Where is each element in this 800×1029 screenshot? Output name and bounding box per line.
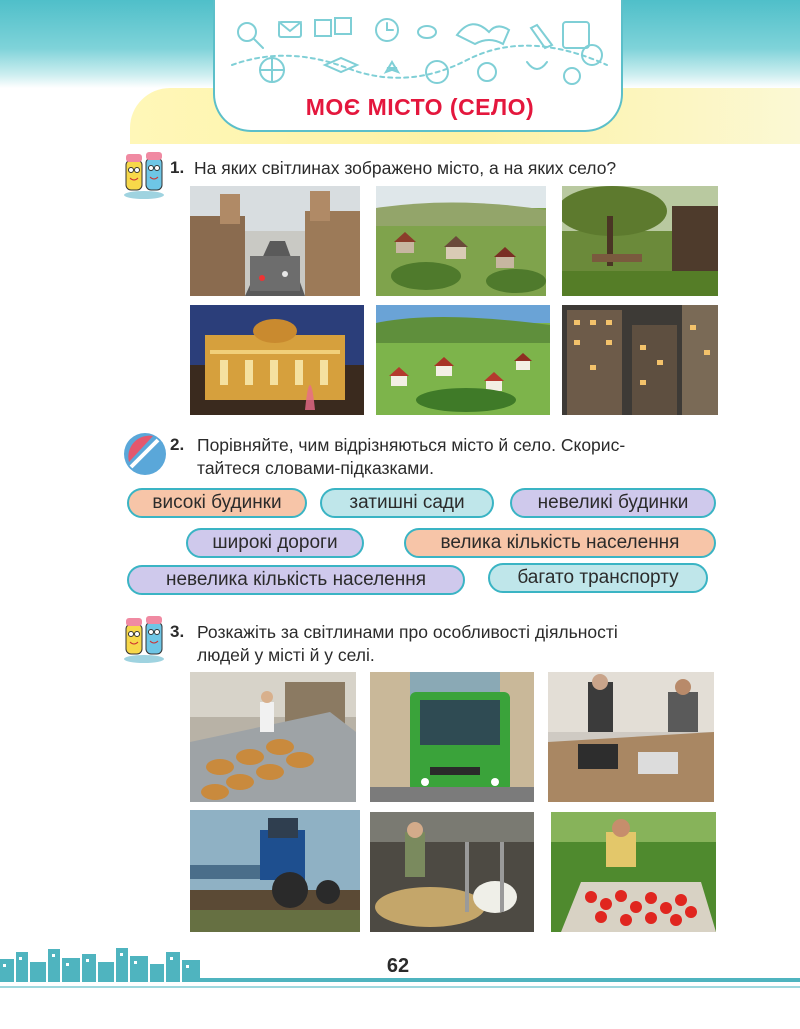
eraser-icon — [123, 432, 167, 476]
photo-village-valley — [376, 305, 550, 415]
pencil-characters-icon — [122, 150, 168, 200]
task-2-line-1: Порівняйте, чим відрізняються місто й село. Скорис- — [197, 435, 626, 455]
chip-cozy-gardens: затишні сади — [320, 488, 494, 518]
photo-city-bus — [370, 672, 534, 802]
task-3-line-1: Розкажіть за світлинами про особливості діяльності — [197, 622, 618, 642]
chip-large-population: велика кількість населення — [404, 528, 716, 558]
photo-bakery — [190, 672, 356, 802]
chip-high-buildings: високі будинки — [127, 488, 307, 518]
photo-city-buildings-night — [562, 305, 718, 415]
photo-opera-theatre — [190, 305, 364, 415]
photo-farm-barn — [370, 812, 534, 932]
chip-much-transport: багато транспорту — [488, 563, 708, 593]
task-1-text: На яких світлинах зображено місто, а на яких село? — [194, 158, 617, 178]
footer-line-secondary — [0, 986, 800, 988]
photo-village-hills — [376, 186, 546, 296]
task-2-number: 2. — [170, 435, 185, 454]
task-3-line-2: людей у місті й у селі. — [197, 645, 375, 665]
task-3-number: 3. — [170, 622, 185, 641]
chip-small-buildings: невеликі будинки — [510, 488, 716, 518]
page-number: 62 — [386, 955, 410, 977]
school-doodles-icon — [227, 10, 613, 88]
photo-tractor — [190, 810, 360, 932]
page-title: МОЄ МІСТО (СЕЛО) — [305, 94, 535, 120]
footer-line — [200, 978, 800, 982]
chip-wide-roads: широкі дороги — [186, 528, 364, 558]
header-tab — [213, 0, 623, 132]
task-2-line-2: тайтеся словами-підказками. — [197, 458, 434, 478]
chip-small-population: невелика кількість населення — [127, 565, 465, 595]
city-silhouette-icon — [0, 944, 205, 982]
task-1-number: 1. — [170, 158, 185, 177]
photo-village-yard — [562, 186, 718, 296]
photo-city-avenue — [190, 186, 360, 296]
photo-strawberry-harvest — [551, 812, 716, 932]
photo-office — [548, 672, 714, 802]
pencil-characters-icon — [122, 614, 168, 664]
